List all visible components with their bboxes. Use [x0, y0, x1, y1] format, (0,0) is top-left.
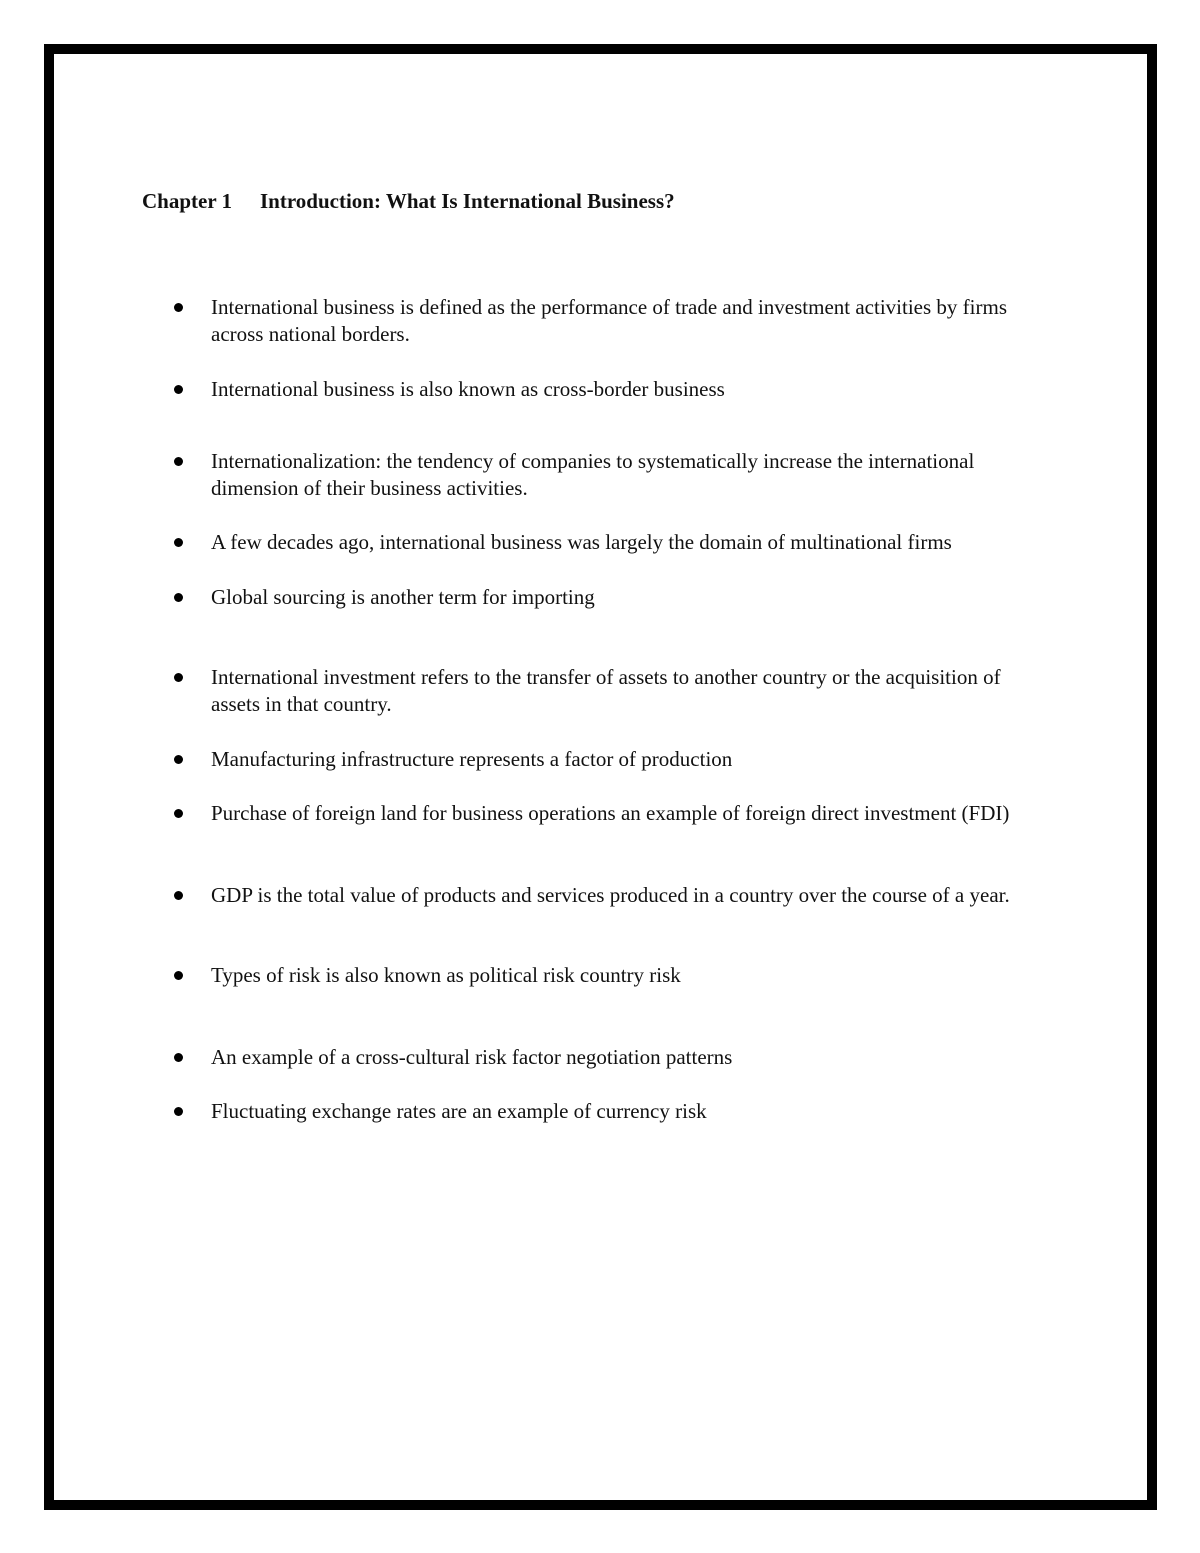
bullet-icon — [174, 673, 183, 682]
bullet-icon — [174, 303, 183, 312]
list-item-text: Purchase of foreign land for business operations an example of foreign direct investment (FDI) — [211, 801, 1010, 825]
list-item — [174, 1098, 1054, 1125]
bullet-icon — [174, 385, 183, 394]
page-border — [44, 44, 1157, 1510]
list-item — [174, 584, 1054, 611]
list-item-text: A few decades ago, international business was largely the domain of multinational firms — [211, 530, 952, 554]
list-item — [174, 376, 1054, 403]
list-item — [174, 800, 1054, 827]
page-title — [142, 187, 675, 215]
list-item-text: International business is also known as cross-border business — [211, 377, 725, 401]
bullet-icon — [174, 1053, 183, 1062]
bullet-icon — [174, 971, 183, 980]
list-item — [174, 529, 1054, 556]
chapter-label: Chapter 1 — [142, 189, 233, 213]
bullet-icon — [174, 891, 183, 900]
list-item — [174, 746, 1054, 773]
list-item — [174, 664, 1054, 718]
list-item — [174, 1044, 1054, 1071]
list-item-text: Manufacturing infrastructure represents a factor of production — [211, 747, 733, 771]
bullet-icon — [174, 809, 183, 818]
list-item — [174, 962, 1054, 989]
bullet-icon — [174, 457, 183, 466]
list-item — [174, 294, 1054, 348]
list-item-text: An example of a cross-cultural risk factor negotiation patterns — [211, 1045, 733, 1069]
list-item-text: Types of risk is also known as political risk country risk — [211, 963, 681, 987]
list-item-text: GDP is the total value of products and services produced in a country over the course of a year. — [211, 883, 1010, 907]
bullet-icon — [174, 593, 183, 602]
list-item — [174, 448, 1054, 502]
list-item-text: Fluctuating exchange rates are an example of currency risk — [211, 1099, 707, 1123]
bullet-icon — [174, 755, 183, 764]
list-item — [174, 882, 1054, 909]
list-item-text: Internationalization: the tendency of companies to systematically increase the international dimension of their business activities. — [211, 449, 975, 500]
bullet-icon — [174, 538, 183, 547]
list-item-text: International business is defined as the performance of trade and investment activities by firms across national borders. — [211, 295, 1008, 346]
list-item-text: International investment refers to the transfer of assets to another country or the acquisition of assets in that country. — [211, 665, 1001, 716]
chapter-title: Introduction: What Is International Business? — [260, 189, 675, 213]
list-item-text: Global sourcing is another term for importing — [211, 585, 595, 609]
bullet-icon — [174, 1107, 183, 1116]
